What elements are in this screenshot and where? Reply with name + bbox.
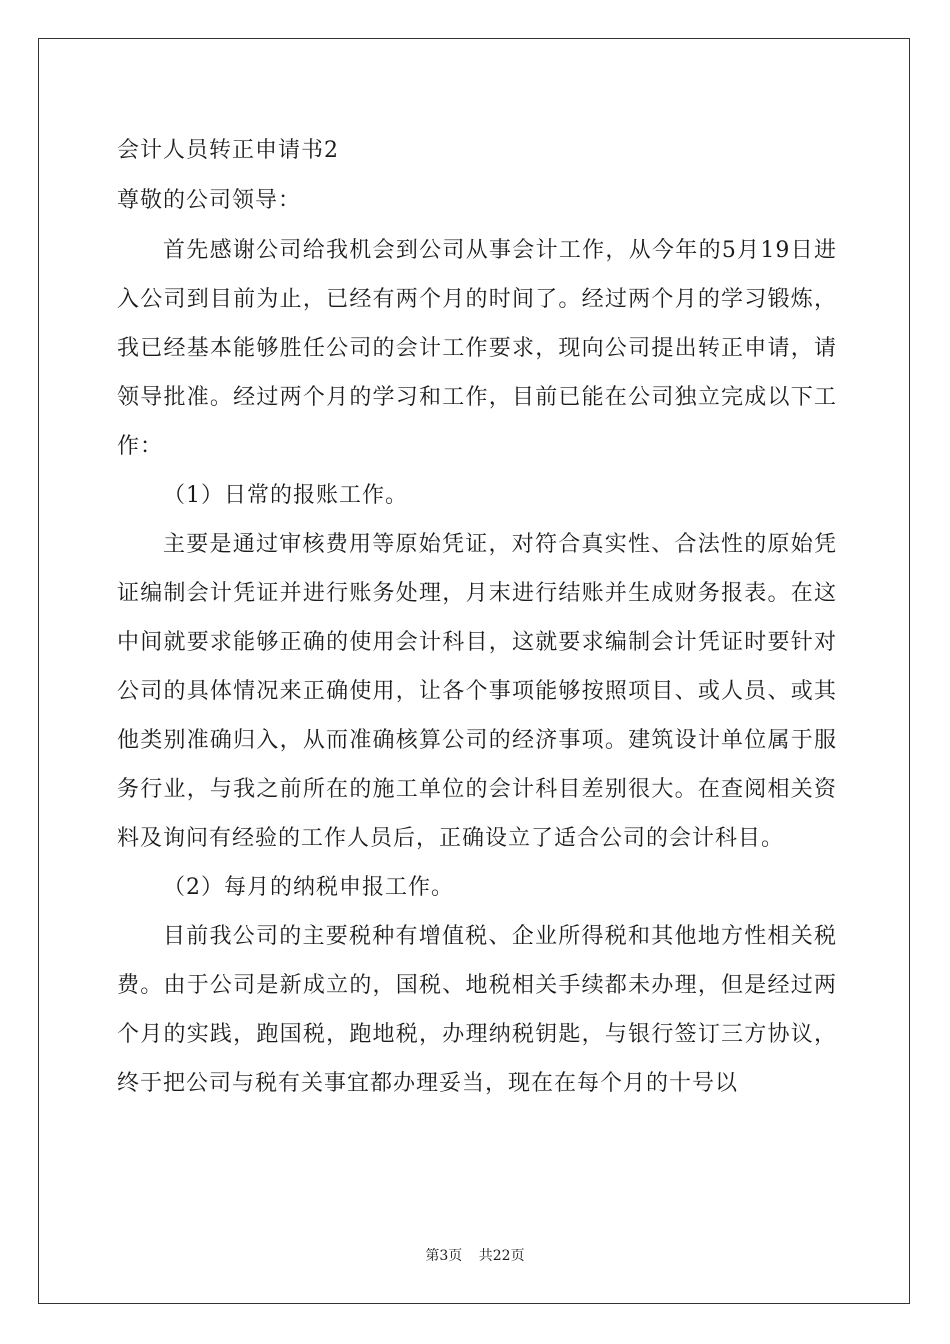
page-footer [0, 1245, 950, 1265]
document-body [117, 126, 837, 1108]
page-number: 第3页 [425, 1248, 463, 1264]
document-title: 会计人员转正申请书2 [117, 138, 339, 163]
section-heading-1: （1）日常的报账工作。 [163, 483, 408, 508]
page-total: 共22页 [478, 1248, 525, 1264]
paragraph-tax: 目前我公司的主要税种有增值税、企业所得税和其他地方性相关税费。由于公司是新成立的，国税、地税相关手续都未办理，但是经过两个月的实践，跑国税，跑地税，办理纳税钥匙，与银行签订三方协议，终于把公司与税有关事宜都办理妥当，现在在每个月的十号以 [117, 924, 837, 1096]
salutation: 尊敬的公司领导： [117, 188, 302, 213]
paragraph-bookkeeping: 主要是通过审核费用等原始凭证，对符合真实性、合法性的原始凭证编制会计凭证并进行账务处理，月末进行结账并生成财务报表。在这中间就要求能够正确的使用会计科目，这就要求编制会计凭证时要针对公司的具体情况来正确使用，让各个事项能够按照项目、或人员、或其他类别准确归入，从而准确核算公司的经济事项。建筑设计单位属于服务行业，与我之前所在的施工单位的会计科目差别很大。在查阅相关资料及询问有经验的工作人员后，正确设立了适合公司的会计科目。 [117, 532, 837, 851]
section-heading-2: （2）每月的纳税申报工作。 [163, 875, 454, 900]
paragraph-intro: 首先感谢公司给我机会到公司从事会计工作，从今年的5月19日进入公司到目前为止，已经有两个月的时间了。经过两个月的学习锻炼，我已经基本能够胜任公司的会计工作要求，现向公司提出转正申请，请领导批准。经过两个月的学习和工作，目前已能在公司独立完成以下工作： [117, 238, 837, 459]
